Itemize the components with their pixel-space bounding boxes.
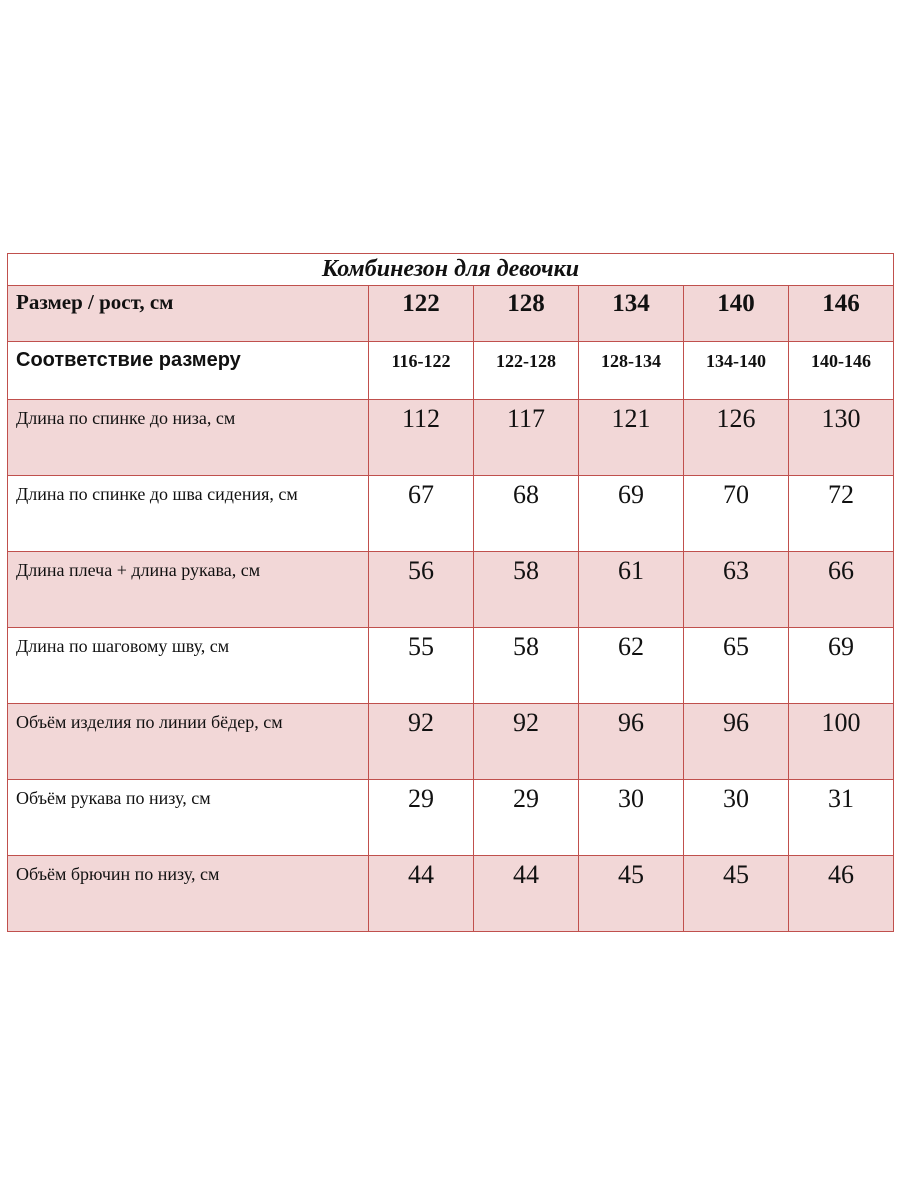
correspondence-cell: 128-134 bbox=[579, 342, 684, 400]
value-cell: 69 bbox=[579, 476, 684, 552]
value-cell: 30 bbox=[684, 780, 789, 856]
value-cell: 29 bbox=[474, 780, 579, 856]
value-cell: 61 bbox=[579, 552, 684, 628]
value-cell: 121 bbox=[579, 400, 684, 476]
row-label: Объём изделия по линии бёдер, см bbox=[8, 704, 369, 780]
value-cell: 100 bbox=[789, 704, 894, 780]
value-cell: 29 bbox=[369, 780, 474, 856]
row-label: Длина по шаговому шву, см bbox=[8, 628, 369, 704]
value-cell: 58 bbox=[474, 628, 579, 704]
value-cell: 66 bbox=[789, 552, 894, 628]
value-cell: 45 bbox=[684, 856, 789, 932]
row-label: Длина по спинке до шва сидения, см bbox=[8, 476, 369, 552]
value-cell: 92 bbox=[474, 704, 579, 780]
row-label: Объём брючин по низу, см bbox=[8, 856, 369, 932]
size-header-cell: 134 bbox=[579, 286, 684, 342]
value-cell: 117 bbox=[474, 400, 579, 476]
table-row bbox=[8, 780, 894, 856]
value-cell: 55 bbox=[369, 628, 474, 704]
value-cell: 92 bbox=[369, 704, 474, 780]
value-cell: 58 bbox=[474, 552, 579, 628]
value-cell: 44 bbox=[369, 856, 474, 932]
value-cell: 96 bbox=[579, 704, 684, 780]
correspondence-label: Соответствие размеру bbox=[8, 342, 369, 400]
table-row bbox=[8, 856, 894, 932]
title-row bbox=[8, 254, 894, 286]
row-label: Длина по спинке до низа, см bbox=[8, 400, 369, 476]
value-cell: 46 bbox=[789, 856, 894, 932]
size-header-cell: 122 bbox=[369, 286, 474, 342]
size-header-cell: 128 bbox=[474, 286, 579, 342]
table-row bbox=[8, 400, 894, 476]
row-label: Длина плеча + длина рукава, см bbox=[8, 552, 369, 628]
value-cell: 63 bbox=[684, 552, 789, 628]
correspondence-cell: 140-146 bbox=[789, 342, 894, 400]
value-cell: 67 bbox=[369, 476, 474, 552]
value-cell: 30 bbox=[579, 780, 684, 856]
table-row bbox=[8, 552, 894, 628]
size-chart-table bbox=[7, 253, 894, 932]
size-header-cell: 140 bbox=[684, 286, 789, 342]
value-cell: 56 bbox=[369, 552, 474, 628]
value-cell: 62 bbox=[579, 628, 684, 704]
size-header-label: Размер / рост, см bbox=[8, 286, 369, 342]
correspondence-cell: 116-122 bbox=[369, 342, 474, 400]
size-header-cell: 146 bbox=[789, 286, 894, 342]
value-cell: 44 bbox=[474, 856, 579, 932]
value-cell: 70 bbox=[684, 476, 789, 552]
table-title: Комбинезон для девочки bbox=[8, 254, 894, 286]
value-cell: 45 bbox=[579, 856, 684, 932]
value-cell: 112 bbox=[369, 400, 474, 476]
correspondence-cell: 134-140 bbox=[684, 342, 789, 400]
table-row bbox=[8, 628, 894, 704]
table-row bbox=[8, 704, 894, 780]
correspondence-row bbox=[8, 342, 894, 400]
value-cell: 69 bbox=[789, 628, 894, 704]
table-row bbox=[8, 476, 894, 552]
value-cell: 130 bbox=[789, 400, 894, 476]
value-cell: 31 bbox=[789, 780, 894, 856]
correspondence-cell: 122-128 bbox=[474, 342, 579, 400]
size-header-row bbox=[8, 286, 894, 342]
value-cell: 68 bbox=[474, 476, 579, 552]
value-cell: 72 bbox=[789, 476, 894, 552]
value-cell: 65 bbox=[684, 628, 789, 704]
row-label: Объём рукава по низу, см bbox=[8, 780, 369, 856]
value-cell: 96 bbox=[684, 704, 789, 780]
value-cell: 126 bbox=[684, 400, 789, 476]
